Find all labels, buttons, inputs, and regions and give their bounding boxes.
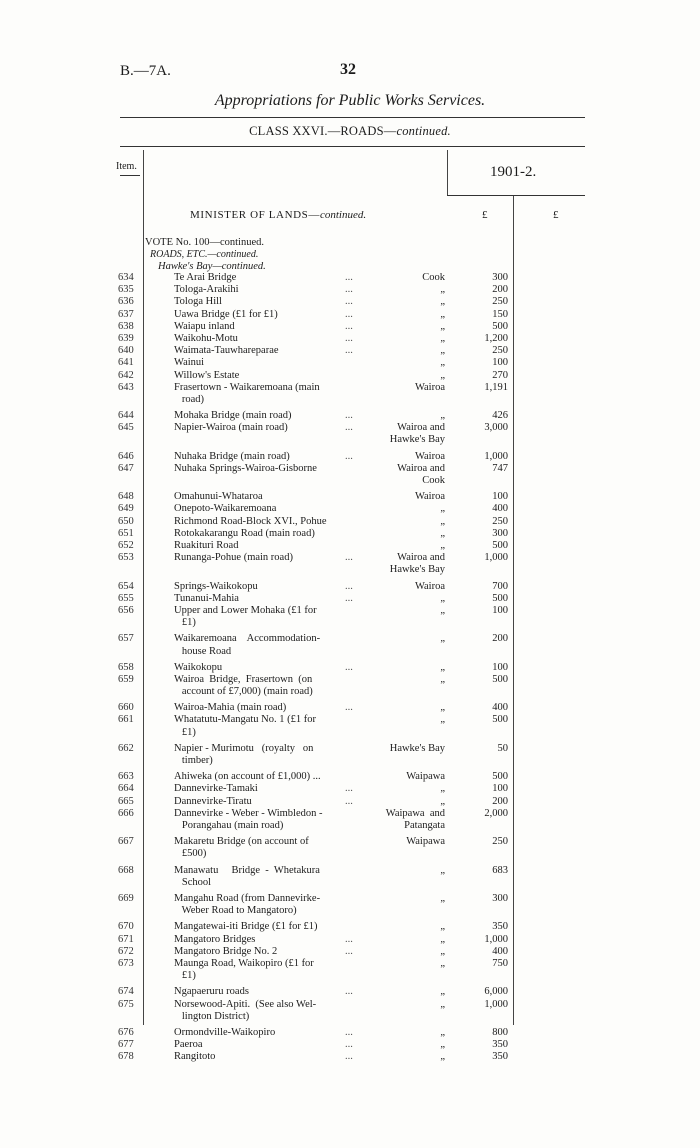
item-authority: „ [440,893,445,904]
item-amount: 50 [497,742,508,754]
item-description: Mangatoro Bridges [174,933,256,945]
table-row [0,284,700,296]
item-authority: „ [440,933,445,945]
item-authority: „ [440,795,445,807]
item-number: 666 [118,807,134,819]
leader-dots: ... [345,410,353,422]
item-number: 674 [118,986,134,998]
item-number: 665 [118,795,134,807]
item-amount: 800 [492,1026,508,1038]
table-row [0,893,700,921]
item-authority: Wairoa and Hawke's Bay [389,422,445,446]
table-row [0,1027,700,1039]
item-authority: „ [440,369,445,381]
item-authority: „ [440,957,445,969]
item-number: 634 [118,272,134,283]
leader-dots: ... [345,296,353,308]
item-authority: „ [440,539,445,551]
item-number: 637 [118,308,134,320]
appropriation-rows [0,272,700,1063]
item-amount: 683 [492,864,508,876]
table-row [0,528,700,540]
leader-dots: ... [345,933,353,945]
item-description: Waikaremoana Accommodation- house Road [174,633,321,657]
item-amount: 400 [492,945,508,957]
item-description: Napier-Wairoa (main road) [174,422,288,434]
table-row [0,743,700,771]
item-rule [120,175,140,176]
item-amount: 250 [492,345,508,357]
item-number: 646 [118,450,134,462]
item-amount: 350 [492,921,508,933]
item-amount: 300 [492,527,508,539]
item-authority: „ [440,308,445,320]
table-row [0,581,700,593]
table-row [0,986,700,998]
item-number: 647 [118,462,134,474]
item-number: 651 [118,527,134,539]
item-number: 642 [118,369,134,381]
item-number: 672 [118,945,134,957]
item-amount: 100 [492,604,508,616]
item-amount: 400 [492,503,508,515]
item-amount: 500 [492,320,508,332]
item-description: Upper and Lower Mohaka (£1 for £1) [174,604,317,629]
leader-dots: ... [345,702,353,714]
leader-dots: ... [345,1026,353,1038]
item-description: Ormondville-Waikopiro [174,1026,276,1038]
item-authority: Wairoa [414,580,445,592]
item-authority: „ [440,714,445,726]
pound-symbol-2: £ [553,209,559,221]
item-number: 661 [118,714,134,726]
item-amount: 1,000 [484,998,508,1010]
year-rule [447,195,585,196]
table-row [0,958,700,986]
item-amount: 250 [492,515,508,527]
leader-dots: ... [345,272,353,283]
item-amount: 6,000 [484,986,508,998]
leader-dots: ... [345,986,353,998]
item-amount: 350 [492,1039,508,1051]
item-authority: Wairoa and Cook [397,462,445,487]
table-row [0,921,700,933]
item-amount: 700 [492,580,508,592]
table-row [0,540,700,552]
item-authority: „ [440,921,445,933]
item-amount: 300 [492,272,508,283]
item-authority: „ [440,864,445,876]
item-number: 667 [118,836,134,848]
item-number: 648 [118,491,134,503]
leader-dots: ... [345,661,353,673]
table-row [0,783,700,795]
table-row [0,662,700,674]
item-authority: „ [440,410,445,422]
leader-dots: ... [345,795,353,807]
item-authority: Wairoa and Hawke's Bay [389,552,445,576]
item-authority: „ [440,284,445,296]
table-row [0,321,700,333]
leader-dots: ... [345,552,353,564]
item-authority: „ [440,1051,445,1063]
table-row [0,333,700,345]
leader-dots: ... [345,332,353,344]
item-amount: 750 [492,957,508,969]
item-number: 653 [118,552,134,564]
item-authority: „ [440,515,445,527]
year-column-divider [447,150,448,195]
item-description: Ngapaeruru roads [174,986,249,998]
table-row [0,1039,700,1051]
leader-dots: ... [345,1051,353,1063]
item-number: 660 [118,702,134,714]
table-row [0,865,700,893]
leader-dots: ... [345,945,353,957]
table-row [0,633,700,661]
page-title: Appropriations for Public Works Services. [214,92,486,109]
item-description: Whatatutu-Mangatu No. 1 (£1 for £1) [174,714,317,738]
item-authority: „ [440,945,445,957]
table-row [0,605,700,633]
item-number: 656 [118,604,134,616]
item-amount: 1,191 [484,381,508,393]
leader-dots: ... [345,592,353,604]
item-amount: 200 [492,633,508,645]
item-amount: 250 [492,836,508,848]
item-number: 639 [118,332,134,344]
table-row [0,503,700,515]
table-top-rule [120,146,585,147]
leader-dots: ... [345,1039,353,1051]
table-row [0,946,700,958]
table-row [0,272,700,284]
item-authority: „ [440,998,445,1010]
item-number: 677 [118,1039,134,1051]
item-authority: „ [440,527,445,539]
item-number: 649 [118,503,134,515]
roads-subheading: ROADS, ETC.—continued. [150,249,259,260]
item-amount: 250 [492,296,508,308]
item-number: 659 [118,673,134,685]
item-description: Tologa-Arakihi [174,284,239,296]
item-number: 640 [118,345,134,357]
item-number: 635 [118,284,134,296]
item-amount: 747 [492,462,508,474]
item-description: Uawa Bridge (£1 for £1) [174,308,278,320]
district-subheading: Hawke's Bay—continued. [158,261,266,272]
item-description: Nuhaka Springs-Wairoa-Gisborne [174,462,317,474]
page-reference: B.—7A. [120,63,171,79]
item-description: Omahunui-Whataroa [174,491,263,503]
item-description: Dannevirke-Tiratu [174,795,252,807]
item-description: Wainui [174,357,205,369]
item-number: 676 [118,1026,134,1038]
item-number: 669 [118,893,134,904]
item-amount: 3,000 [484,422,508,434]
table-row [0,552,700,580]
item-amount: 100 [492,357,508,369]
item-description: Tunanui-Mahia [174,592,239,604]
item-description: Ahiweka (on account of £1,000) ... [174,771,321,783]
leader-dots: ... [345,345,353,357]
class-heading: CLASS XXVI.—ROADS—continued. [249,124,451,138]
item-amount: 1,000 [484,552,508,564]
item-number: 671 [118,933,134,945]
item-description: Manawatu Bridge - Whetakura School [174,864,320,888]
item-description: Ruakituri Road [174,539,239,551]
item-description: Waikokopu [174,661,223,673]
item-authority: „ [440,320,445,332]
item-description: Paeroa [174,1039,203,1051]
item-authority: Waipawa [406,836,445,848]
item-description: Nuhaka Bridge (main road) [174,450,290,462]
table-row [0,999,700,1027]
item-amount: 200 [492,795,508,807]
table-row [0,836,700,864]
item-description: Mangahu Road (from Dannevirke- Weber Road to Mangatoro) [174,893,321,917]
item-amount: 500 [492,771,508,783]
item-authority: „ [440,702,445,714]
item-description: Dannevirke-Tamaki [174,783,258,795]
leader-dots: ... [345,783,353,795]
item-authority: „ [440,1026,445,1038]
item-amount: 500 [492,592,508,604]
item-amount: 2,000 [484,807,508,819]
item-number: 652 [118,539,134,551]
item-number: 662 [118,742,134,754]
item-number: 678 [118,1051,134,1063]
item-description: Rangitoto [174,1051,216,1063]
item-authority: „ [440,633,445,645]
item-number: 664 [118,783,134,795]
item-description: Mangatoro Bridge No. 2 [174,945,278,957]
item-description: Napier - Murimotu (royalty on timber) [174,742,314,767]
item-number: 643 [118,381,134,393]
item-authority: „ [440,661,445,673]
item-description: Mangatewai-iti Bridge (£1 for £1) [174,921,318,933]
item-authority: Wairoa [414,381,445,393]
table-row [0,771,700,783]
table-row [0,934,700,946]
item-number: 655 [118,592,134,604]
item-description: Makaretu Bridge (on account of £500) [174,836,309,860]
item-description: Waikohu-Motu [174,332,238,344]
table-row [0,410,700,422]
item-description: Onepoto-Waikaremoana [174,503,277,515]
leader-dots: ... [345,284,353,296]
item-number: 675 [118,998,134,1010]
table-row [0,370,700,382]
item-authority: „ [440,783,445,795]
table-row [0,516,700,528]
table-row [0,796,700,808]
item-number: 636 [118,296,134,308]
item-authority: „ [440,357,445,369]
item-amount: 500 [492,714,508,726]
item-description: Waimata-Tauwhareparae [174,345,279,357]
item-number: 673 [118,957,134,969]
item-number: 654 [118,580,134,592]
table-row [0,451,700,463]
item-authority: „ [440,986,445,998]
table-row [0,702,700,714]
leader-dots: ... [345,450,353,462]
item-number: 663 [118,771,134,783]
item-amount: 100 [492,661,508,673]
item-description: Willow's Estate [174,369,240,381]
item-amount: 150 [492,308,508,320]
item-authority: „ [440,503,445,515]
item-amount: 100 [492,491,508,503]
vote-heading: VOTE No. 100—continued. [145,237,264,248]
item-description: Richmond Road-Block XVI., Pohue [174,515,327,527]
item-number: 641 [118,357,134,369]
table-row [0,674,700,702]
item-amount: 500 [492,539,508,551]
pound-symbol-1: £ [482,209,488,221]
item-amount: 270 [492,369,508,381]
table-row [0,808,700,836]
section-heading: MINISTER OF LANDS—continued. [190,209,367,221]
year-column-header: 1901-2. [490,164,537,180]
item-description: Dannevirke - Weber - Wimbledon - Porangahau (main road) [174,807,323,832]
item-authority: „ [440,604,445,616]
item-number: 650 [118,515,134,527]
item-amount: 1,000 [484,450,508,462]
item-description: Wairoa-Mahia (main road) [174,702,287,714]
item-description: Frasertown - Waikaremoana (main road) [174,381,320,405]
item-authority: „ [440,1039,445,1051]
item-number: 668 [118,864,134,876]
item-description: Norsewood-Apiti. (See also Wel- lington District) [174,998,317,1022]
table-row [0,422,700,450]
table-row [0,463,700,491]
table-row [0,357,700,369]
table-row [0,593,700,605]
item-authority: Waipawa and Patangata [385,807,445,832]
table-row [0,382,700,410]
table-row [0,296,700,308]
item-authority: „ [440,332,445,344]
item-number: 638 [118,320,134,332]
table-row [0,1051,700,1063]
item-number: 644 [118,410,134,422]
item-description: Maunga Road, Waikopiro (£1 for £1) [174,957,314,982]
table-row [0,714,700,742]
item-amount: 426 [492,410,508,422]
item-description: Runanga-Pohue (main road) [174,552,293,564]
leader-dots: ... [345,422,353,434]
item-amount: 200 [492,284,508,296]
item-authority: „ [440,345,445,357]
item-authority: „ [440,296,445,308]
item-description: Te Arai Bridge [174,272,237,283]
item-amount: 300 [492,893,508,904]
leader-dots: ... [345,580,353,592]
item-authority: „ [440,673,445,685]
item-authority: Cook [422,272,445,283]
item-description: Wairoa Bridge, Frasertown (on account of £7,000) (main road) [174,673,313,698]
item-authority: Wairoa [414,450,445,462]
item-authority: „ [440,592,445,604]
item-amount: 100 [492,783,508,795]
item-number: 658 [118,661,134,673]
item-authority: Hawke's Bay [389,742,445,754]
item-number: 645 [118,422,134,434]
item-authority: Wairoa [414,491,445,503]
leader-dots: ... [345,308,353,320]
item-amount: 1,000 [484,933,508,945]
table-row [0,345,700,357]
item-amount: 350 [492,1051,508,1063]
item-description: Springs-Waikokopu [174,580,258,592]
item-amount: 400 [492,702,508,714]
item-description: Tologa Hill [174,296,222,308]
table-row [0,491,700,503]
leader-dots: ... [345,320,353,332]
item-number: 657 [118,633,134,645]
item-description: Mohaka Bridge (main road) [174,410,292,422]
item-description: Rotokakarangu Road (main road) [174,527,315,539]
item-description: Waiapu inland [174,320,235,332]
table-row [0,309,700,321]
item-authority: Waipawa [406,771,445,783]
page-number: 32 [340,61,356,78]
item-amount: 1,200 [484,332,508,344]
item-number: 670 [118,921,134,933]
title-rule [120,117,585,118]
item-amount: 500 [492,673,508,685]
item-column-header: Item. [116,161,137,172]
